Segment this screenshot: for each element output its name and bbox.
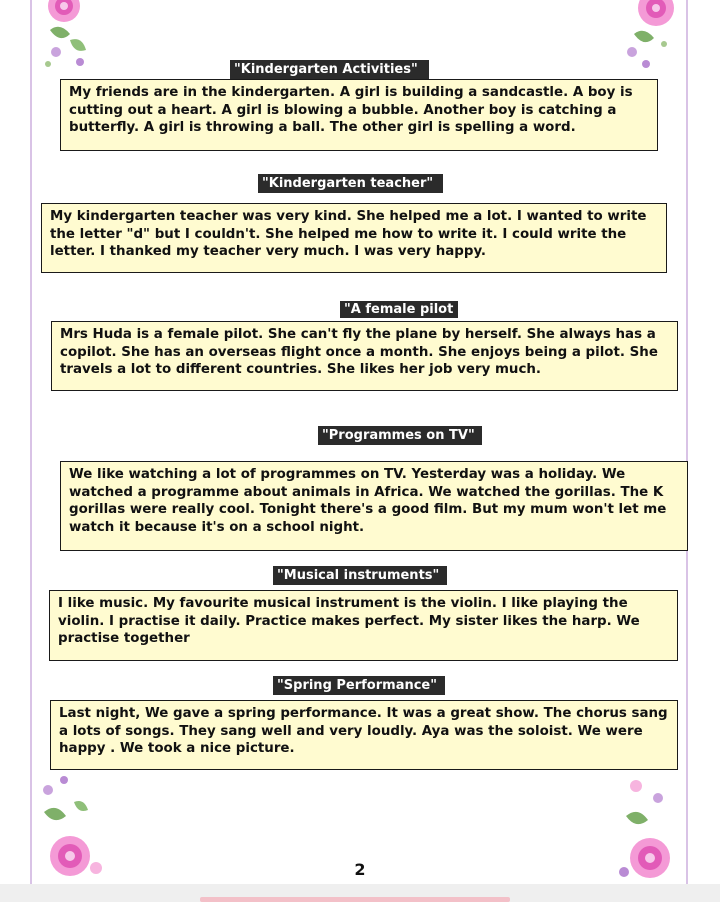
flower-corner-top-left-icon — [34, 0, 104, 76]
section-text-box: My kindergarten teacher was very kind. She helped me a lot. I wanted to write the letter "d" but I couldn't. She helped me how to write it. I could write the letter. I thanked my teacher very much. I was very happy. — [41, 203, 667, 273]
section-text-box: I like music. My favourite musical instrument is the violin. I like playing the violin. I practise it daily. Practice makes perfect. My sister likes the harp. We practise together — [49, 590, 678, 661]
flower-corner-top-right-icon — [614, 0, 684, 76]
section-heading: "Musical instruments" — [273, 566, 447, 585]
section-heading: "A female pilot — [340, 301, 458, 318]
next-page-edge — [0, 884, 720, 902]
section-text-box: Mrs Huda is a female pilot. She can't fly the plane by herself. She always has a copilot. She has an overseas flight once a month. She enjoys being a pilot. She travels a lot to different countries. She likes her job very much. — [51, 321, 678, 391]
section-heading: "Kindergarten teacher" — [258, 174, 443, 193]
page-number: 2 — [354, 860, 366, 879]
section-text-box: My friends are in the kindergarten. A girl is building a sandcastle. A boy is cutting out a heart. A girl is blowing a bubble. Another boy is catching a butterfly. A girl is throwing a ball. The other girl is spelling a word. — [60, 79, 658, 151]
flower-corner-bottom-left-icon — [34, 772, 114, 882]
section-heading: "Programmes on TV" — [318, 426, 482, 445]
section-text-box: We like watching a lot of programmes on TV. Yesterday was a holiday. We watched a programme about animals in Africa. We watched the gorillas. The K gorillas were really cool. Tonight there's a good film. But my mum won't let me watch it because it's on a school night. — [60, 461, 688, 551]
section-heading: "Kindergarten Activities" — [230, 60, 429, 79]
section-text-box: Last night, We gave a spring performance. It was a great show. The chorus sang a lots of songs. They sang well and very loudly. Aya was the soloist. We were happy . We took a nice picture. — [50, 700, 678, 770]
page-border-left — [30, 0, 32, 884]
page-border-right — [686, 0, 688, 884]
flower-corner-bottom-right-icon — [606, 772, 686, 882]
section-heading: "Spring Performance" — [273, 676, 445, 695]
next-page-decoration — [200, 897, 510, 902]
